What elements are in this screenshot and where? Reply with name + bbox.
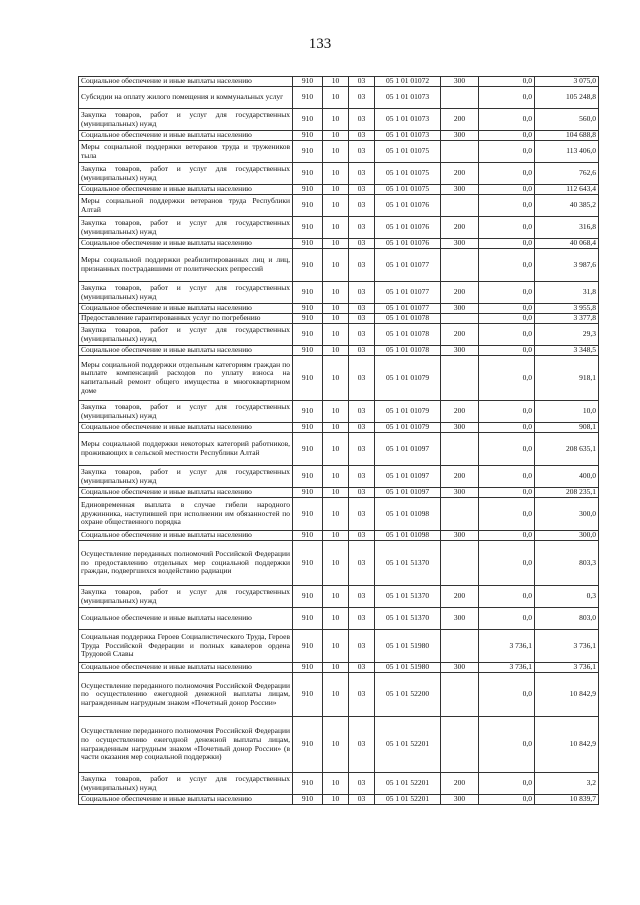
target-article: 05 1 01 01097	[375, 466, 441, 488]
expense-type: 300	[441, 608, 479, 630]
ministry-code: 910	[293, 773, 323, 795]
amount-col-1: 0,0	[479, 586, 535, 608]
item-name: Осуществление переданного полномочия Российской Федерации по осуществлению ежегодной денежной выплаты лицам, награжденным нагрудным знаком «Почетный донор России»	[79, 673, 293, 717]
subsection-code: 03	[349, 282, 375, 304]
amount-col-2: 3 377,8	[535, 314, 599, 324]
amount-col-2: 10,0	[535, 401, 599, 423]
target-article: 05 1 01 01097	[375, 433, 441, 466]
ministry-code: 910	[293, 663, 323, 673]
table-row	[79, 356, 599, 401]
table-row	[79, 531, 599, 541]
section-code: 10	[323, 239, 349, 249]
ministry-code: 910	[293, 466, 323, 488]
item-name: Социальное обеспечение и иные выплаты населению	[79, 423, 293, 433]
amount-col-1: 0,0	[479, 356, 535, 401]
target-article: 05 1 01 01073	[375, 131, 441, 141]
section-code: 10	[323, 87, 349, 109]
item-name: Социальная поддержка Героев Социалистического Труда, Героев Труда Российской Федерации и полных кавалеров ордена Трудовой Славы	[79, 630, 293, 663]
expense-type: 300	[441, 423, 479, 433]
amount-col-2: 40 385,2	[535, 195, 599, 217]
item-name: Осуществление переданных полномочий Российской Федерации по предоставлению отдельных мер социальной поддержки граждан, подвергшихся воздействию радиации	[79, 541, 293, 586]
ministry-code: 910	[293, 541, 323, 586]
expense-type: 200	[441, 401, 479, 423]
target-article: 05 1 01 51370	[375, 586, 441, 608]
target-article: 05 1 01 01075	[375, 163, 441, 185]
subsection-code: 03	[349, 346, 375, 356]
amount-col-1: 0,0	[479, 717, 535, 773]
table-row	[79, 324, 599, 346]
amount-col-1: 0,0	[479, 541, 535, 586]
amount-col-1: 0,0	[479, 249, 535, 282]
item-name: Социальное обеспечение и иные выплаты населению	[79, 608, 293, 630]
table-row	[79, 239, 599, 249]
table-row	[79, 630, 599, 663]
ministry-code: 910	[293, 673, 323, 717]
expense-type: 300	[441, 346, 479, 356]
ministry-code: 910	[293, 488, 323, 498]
ministry-code: 910	[293, 795, 323, 805]
section-code: 10	[323, 131, 349, 141]
expense-type: 200	[441, 282, 479, 304]
ministry-code: 910	[293, 304, 323, 314]
section-code: 10	[323, 185, 349, 195]
item-name: Социальное обеспечение и иные выплаты населению	[79, 795, 293, 805]
table-row	[79, 773, 599, 795]
table-row	[79, 304, 599, 314]
target-article: 05 1 01 51370	[375, 608, 441, 630]
amount-col-2: 400,0	[535, 466, 599, 488]
target-article: 05 1 01 52201	[375, 795, 441, 805]
amount-col-1: 0,0	[479, 131, 535, 141]
amount-col-2: 560,0	[535, 109, 599, 131]
amount-col-2: 208 635,1	[535, 433, 599, 466]
expense-type	[441, 87, 479, 109]
table-row	[79, 795, 599, 805]
section-code: 10	[323, 163, 349, 185]
ministry-code: 910	[293, 239, 323, 249]
subsection-code: 03	[349, 673, 375, 717]
amount-col-2: 908,1	[535, 423, 599, 433]
amount-col-1: 0,0	[479, 673, 535, 717]
section-code: 10	[323, 586, 349, 608]
table-row	[79, 87, 599, 109]
target-article: 05 1 01 52201	[375, 717, 441, 773]
item-name: Социальное обеспечение и иные выплаты населению	[79, 346, 293, 356]
amount-col-2: 803,0	[535, 608, 599, 630]
ministry-code: 910	[293, 109, 323, 131]
amount-col-2: 918,1	[535, 356, 599, 401]
subsection-code: 03	[349, 163, 375, 185]
amount-col-1: 0,0	[479, 466, 535, 488]
table-row	[79, 141, 599, 163]
ministry-code: 910	[293, 249, 323, 282]
item-name: Закупка товаров, работ и услуг для государственных (муниципальных) нужд	[79, 163, 293, 185]
subsection-code: 03	[349, 87, 375, 109]
amount-col-2: 113 406,0	[535, 141, 599, 163]
item-name: Предоставление гарантированных услуг по погребению	[79, 314, 293, 324]
amount-col-1: 0,0	[479, 282, 535, 304]
amount-col-2: 300,0	[535, 498, 599, 531]
table-row	[79, 488, 599, 498]
target-article: 05 1 01 01079	[375, 356, 441, 401]
page-number: 133	[308, 36, 332, 52]
subsection-code: 03	[349, 195, 375, 217]
amount-col-1: 0,0	[479, 195, 535, 217]
target-article: 05 1 01 01078	[375, 346, 441, 356]
item-name: Меры социальной поддержки реабилитированных лиц и лиц, признанных пострадавшими от политических репрессий	[79, 249, 293, 282]
subsection-code: 03	[349, 795, 375, 805]
table-row	[79, 466, 599, 488]
ministry-code: 910	[293, 498, 323, 531]
subsection-code: 03	[349, 249, 375, 282]
amount-col-2: 10 842,9	[535, 717, 599, 773]
target-article: 05 1 01 01072	[375, 77, 441, 87]
expense-type	[441, 717, 479, 773]
ministry-code: 910	[293, 282, 323, 304]
table-row	[79, 185, 599, 195]
table-row	[79, 586, 599, 608]
table-row	[79, 249, 599, 282]
section-code: 10	[323, 608, 349, 630]
ministry-code: 910	[293, 87, 323, 109]
subsection-code: 03	[349, 608, 375, 630]
amount-col-1: 0,0	[479, 217, 535, 239]
amount-col-2: 105 248,8	[535, 87, 599, 109]
item-name: Социальное обеспечение и иные выплаты населению	[79, 531, 293, 541]
subsection-code: 03	[349, 433, 375, 466]
section-code: 10	[323, 282, 349, 304]
section-code: 10	[323, 717, 349, 773]
amount-col-2: 3 348,5	[535, 346, 599, 356]
section-code: 10	[323, 630, 349, 663]
table-row	[79, 663, 599, 673]
expense-type	[441, 498, 479, 531]
item-name: Социальное обеспечение и иные выплаты населению	[79, 304, 293, 314]
expense-type	[441, 141, 479, 163]
section-code: 10	[323, 673, 349, 717]
amount-col-1: 0,0	[479, 141, 535, 163]
item-name: Социальное обеспечение и иные выплаты населению	[79, 77, 293, 87]
target-article: 05 1 01 51980	[375, 630, 441, 663]
target-article: 05 1 01 01075	[375, 141, 441, 163]
ministry-code: 910	[293, 423, 323, 433]
amount-col-1: 0,0	[479, 531, 535, 541]
amount-col-2: 316,8	[535, 217, 599, 239]
expense-type	[441, 433, 479, 466]
section-code: 10	[323, 324, 349, 346]
ministry-code: 910	[293, 630, 323, 663]
amount-col-2: 104 688,8	[535, 131, 599, 141]
amount-col-2: 300,0	[535, 531, 599, 541]
amount-col-1: 0,0	[479, 87, 535, 109]
expense-type	[441, 195, 479, 217]
section-code: 10	[323, 423, 349, 433]
expense-type: 200	[441, 586, 479, 608]
target-article: 05 1 01 52200	[375, 673, 441, 717]
target-article: 05 1 01 01079	[375, 423, 441, 433]
subsection-code: 03	[349, 77, 375, 87]
expense-type	[441, 314, 479, 324]
amount-col-2: 0,3	[535, 586, 599, 608]
ministry-code: 910	[293, 185, 323, 195]
target-article: 05 1 01 52201	[375, 773, 441, 795]
item-name: Закупка товаров, работ и услуг для государственных (муниципальных) нужд	[79, 466, 293, 488]
expense-type: 300	[441, 131, 479, 141]
amount-col-1: 0,0	[479, 608, 535, 630]
expense-type	[441, 673, 479, 717]
expense-type: 200	[441, 324, 479, 346]
subsection-code: 03	[349, 109, 375, 131]
table-row	[79, 717, 599, 773]
expense-type	[441, 630, 479, 663]
amount-col-1: 0,0	[479, 795, 535, 805]
ministry-code: 910	[293, 433, 323, 466]
item-name: Социальное обеспечение и иные выплаты населению	[79, 663, 293, 673]
item-name: Меры социальной поддержки ветеранов труда Республики Алтай	[79, 195, 293, 217]
subsection-code: 03	[349, 131, 375, 141]
item-name: Закупка товаров, работ и услуг для государственных (муниципальных) нужд	[79, 324, 293, 346]
amount-col-2: 208 235,1	[535, 488, 599, 498]
item-name: Социальное обеспечение и иные выплаты населению	[79, 488, 293, 498]
subsection-code: 03	[349, 498, 375, 531]
amount-col-1: 0,0	[479, 324, 535, 346]
amount-col-1: 0,0	[479, 185, 535, 195]
item-name: Закупка товаров, работ и услуг для государственных (муниципальных) нужд	[79, 282, 293, 304]
target-article: 05 1 01 01078	[375, 314, 441, 324]
ministry-code: 910	[293, 163, 323, 185]
expense-type: 200	[441, 217, 479, 239]
expense-type: 300	[441, 795, 479, 805]
amount-col-1: 3 736,1	[479, 663, 535, 673]
subsection-code: 03	[349, 663, 375, 673]
amount-col-1: 0,0	[479, 77, 535, 87]
subsection-code: 03	[349, 304, 375, 314]
ministry-code: 910	[293, 195, 323, 217]
item-name: Субсидии на оплату жилого помещения и коммунальных услуг	[79, 87, 293, 109]
amount-col-1: 0,0	[479, 433, 535, 466]
ministry-code: 910	[293, 608, 323, 630]
target-article: 05 1 01 01098	[375, 498, 441, 531]
section-code: 10	[323, 401, 349, 423]
item-name: Закупка товаров, работ и услуг для государственных (муниципальных) нужд	[79, 109, 293, 131]
table-row	[79, 163, 599, 185]
table-row	[79, 346, 599, 356]
target-article: 05 1 01 01076	[375, 195, 441, 217]
item-name: Социальное обеспечение и иные выплаты населению	[79, 239, 293, 249]
section-code: 10	[323, 109, 349, 131]
ministry-code: 910	[293, 324, 323, 346]
expense-type: 300	[441, 185, 479, 195]
target-article: 05 1 01 01097	[375, 488, 441, 498]
table-row	[79, 423, 599, 433]
item-name: Закупка товаров, работ и услуг для государственных (муниципальных) нужд	[79, 773, 293, 795]
target-article: 05 1 01 51370	[375, 541, 441, 586]
amount-col-2: 803,3	[535, 541, 599, 586]
expense-type: 300	[441, 488, 479, 498]
subsection-code: 03	[349, 239, 375, 249]
subsection-code: 03	[349, 586, 375, 608]
amount-col-2: 10 842,9	[535, 673, 599, 717]
subsection-code: 03	[349, 541, 375, 586]
target-article: 05 1 01 01098	[375, 531, 441, 541]
amount-col-2: 3 955,8	[535, 304, 599, 314]
target-article: 05 1 01 01079	[375, 401, 441, 423]
subsection-code: 03	[349, 423, 375, 433]
subsection-code: 03	[349, 773, 375, 795]
table-row	[79, 314, 599, 324]
subsection-code: 03	[349, 185, 375, 195]
table-row	[79, 217, 599, 239]
section-code: 10	[323, 141, 349, 163]
target-article: 05 1 01 01077	[375, 249, 441, 282]
amount-col-2: 29,3	[535, 324, 599, 346]
section-code: 10	[323, 77, 349, 87]
section-code: 10	[323, 304, 349, 314]
table-row	[79, 77, 599, 87]
amount-col-1: 0,0	[479, 773, 535, 795]
ministry-code: 910	[293, 77, 323, 87]
target-article: 05 1 01 01078	[375, 324, 441, 346]
amount-col-1: 0,0	[479, 163, 535, 185]
table-row	[79, 401, 599, 423]
section-code: 10	[323, 217, 349, 239]
amount-col-1: 0,0	[479, 109, 535, 131]
expense-type: 200	[441, 773, 479, 795]
amount-col-1: 3 736,1	[479, 630, 535, 663]
section-code: 10	[323, 795, 349, 805]
section-code: 10	[323, 541, 349, 586]
item-name: Закупка товаров, работ и услуг для государственных (муниципальных) нужд	[79, 586, 293, 608]
amount-col-1: 0,0	[479, 346, 535, 356]
target-article: 05 1 01 01075	[375, 185, 441, 195]
section-code: 10	[323, 488, 349, 498]
subsection-code: 03	[349, 401, 375, 423]
subsection-code: 03	[349, 217, 375, 239]
section-code: 10	[323, 433, 349, 466]
amount-col-2: 10 839,7	[535, 795, 599, 805]
table-row	[79, 131, 599, 141]
expense-type: 300	[441, 304, 479, 314]
amount-col-1: 0,0	[479, 314, 535, 324]
target-article: 05 1 01 01077	[375, 304, 441, 314]
target-article: 05 1 01 01073	[375, 87, 441, 109]
subsection-code: 03	[349, 717, 375, 773]
budget-table	[78, 76, 599, 805]
expense-type: 200	[441, 163, 479, 185]
table-row	[79, 195, 599, 217]
subsection-code: 03	[349, 141, 375, 163]
section-code: 10	[323, 466, 349, 488]
amount-col-2: 3 736,1	[535, 630, 599, 663]
target-article: 05 1 01 01077	[375, 282, 441, 304]
expense-type: 300	[441, 663, 479, 673]
amount-col-1: 0,0	[479, 488, 535, 498]
expense-type	[441, 541, 479, 586]
table-row	[79, 433, 599, 466]
section-code: 10	[323, 314, 349, 324]
item-name: Меры социальной поддержки некоторых категорий работников, проживающих в сельской местности Республики Алтай	[79, 433, 293, 466]
expense-type	[441, 249, 479, 282]
target-article: 05 1 01 01076	[375, 239, 441, 249]
table-row	[79, 673, 599, 717]
amount-col-2: 3 075,0	[535, 77, 599, 87]
amount-col-2: 31,8	[535, 282, 599, 304]
expense-type: 300	[441, 531, 479, 541]
amount-col-2: 3 736,1	[535, 663, 599, 673]
amount-col-2: 3 987,6	[535, 249, 599, 282]
item-name: Меры социальной поддержки отдельным категориям граждан по выплате компенсаций расходов по уплату взноса на капитальный ремонт общего имущества в многоквартирном доме	[79, 356, 293, 401]
item-name: Осуществление переданного полномочия Российской Федерации по осуществлению ежегодной денежной выплаты лицам, награжденным нагрудным знаком «Почетный донор России» (в части оказания мер социальной поддержки)	[79, 717, 293, 773]
section-code: 10	[323, 346, 349, 356]
ministry-code: 910	[293, 346, 323, 356]
ministry-code: 910	[293, 356, 323, 401]
subsection-code: 03	[349, 531, 375, 541]
section-code: 10	[323, 773, 349, 795]
subsection-code: 03	[349, 488, 375, 498]
amount-col-2: 112 643,4	[535, 185, 599, 195]
ministry-code: 910	[293, 531, 323, 541]
target-article: 05 1 01 01073	[375, 109, 441, 131]
section-code: 10	[323, 663, 349, 673]
amount-col-1: 0,0	[479, 304, 535, 314]
expense-type: 200	[441, 466, 479, 488]
amount-col-1: 0,0	[479, 401, 535, 423]
expense-type: 200	[441, 109, 479, 131]
amount-col-1: 0,0	[479, 498, 535, 531]
amount-col-2: 40 068,4	[535, 239, 599, 249]
expense-type: 300	[441, 77, 479, 87]
amount-col-1: 0,0	[479, 239, 535, 249]
section-code: 10	[323, 249, 349, 282]
item-name: Социальное обеспечение и иные выплаты населению	[79, 185, 293, 195]
subsection-code: 03	[349, 356, 375, 401]
subsection-code: 03	[349, 314, 375, 324]
table-row	[79, 282, 599, 304]
table-row	[79, 498, 599, 531]
ministry-code: 910	[293, 141, 323, 163]
item-name: Закупка товаров, работ и услуг для государственных (муниципальных) нужд	[79, 217, 293, 239]
amount-col-1: 0,0	[479, 423, 535, 433]
target-article: 05 1 01 51980	[375, 663, 441, 673]
item-name: Единовременная выплата в случае гибели народного дружинника, наступившей при исполнении им обязанностей по охране общественного порядка	[79, 498, 293, 531]
ministry-code: 910	[293, 717, 323, 773]
amount-col-2: 3,2	[535, 773, 599, 795]
section-code: 10	[323, 195, 349, 217]
subsection-code: 03	[349, 324, 375, 346]
table-row	[79, 608, 599, 630]
table-row	[79, 109, 599, 131]
item-name: Меры социальной поддержки ветеранов труда и тружеников тыла	[79, 141, 293, 163]
ministry-code: 910	[293, 131, 323, 141]
section-code: 10	[323, 498, 349, 531]
subsection-code: 03	[349, 466, 375, 488]
section-code: 10	[323, 531, 349, 541]
ministry-code: 910	[293, 586, 323, 608]
amount-col-2: 762,6	[535, 163, 599, 185]
subsection-code: 03	[349, 630, 375, 663]
ministry-code: 910	[293, 314, 323, 324]
ministry-code: 910	[293, 401, 323, 423]
item-name: Закупка товаров, работ и услуг для государственных (муниципальных) нужд	[79, 401, 293, 423]
item-name: Социальное обеспечение и иные выплаты населению	[79, 131, 293, 141]
target-article: 05 1 01 01076	[375, 217, 441, 239]
ministry-code: 910	[293, 217, 323, 239]
table-row	[79, 541, 599, 586]
expense-type	[441, 356, 479, 401]
section-code: 10	[323, 356, 349, 401]
expense-type: 300	[441, 239, 479, 249]
